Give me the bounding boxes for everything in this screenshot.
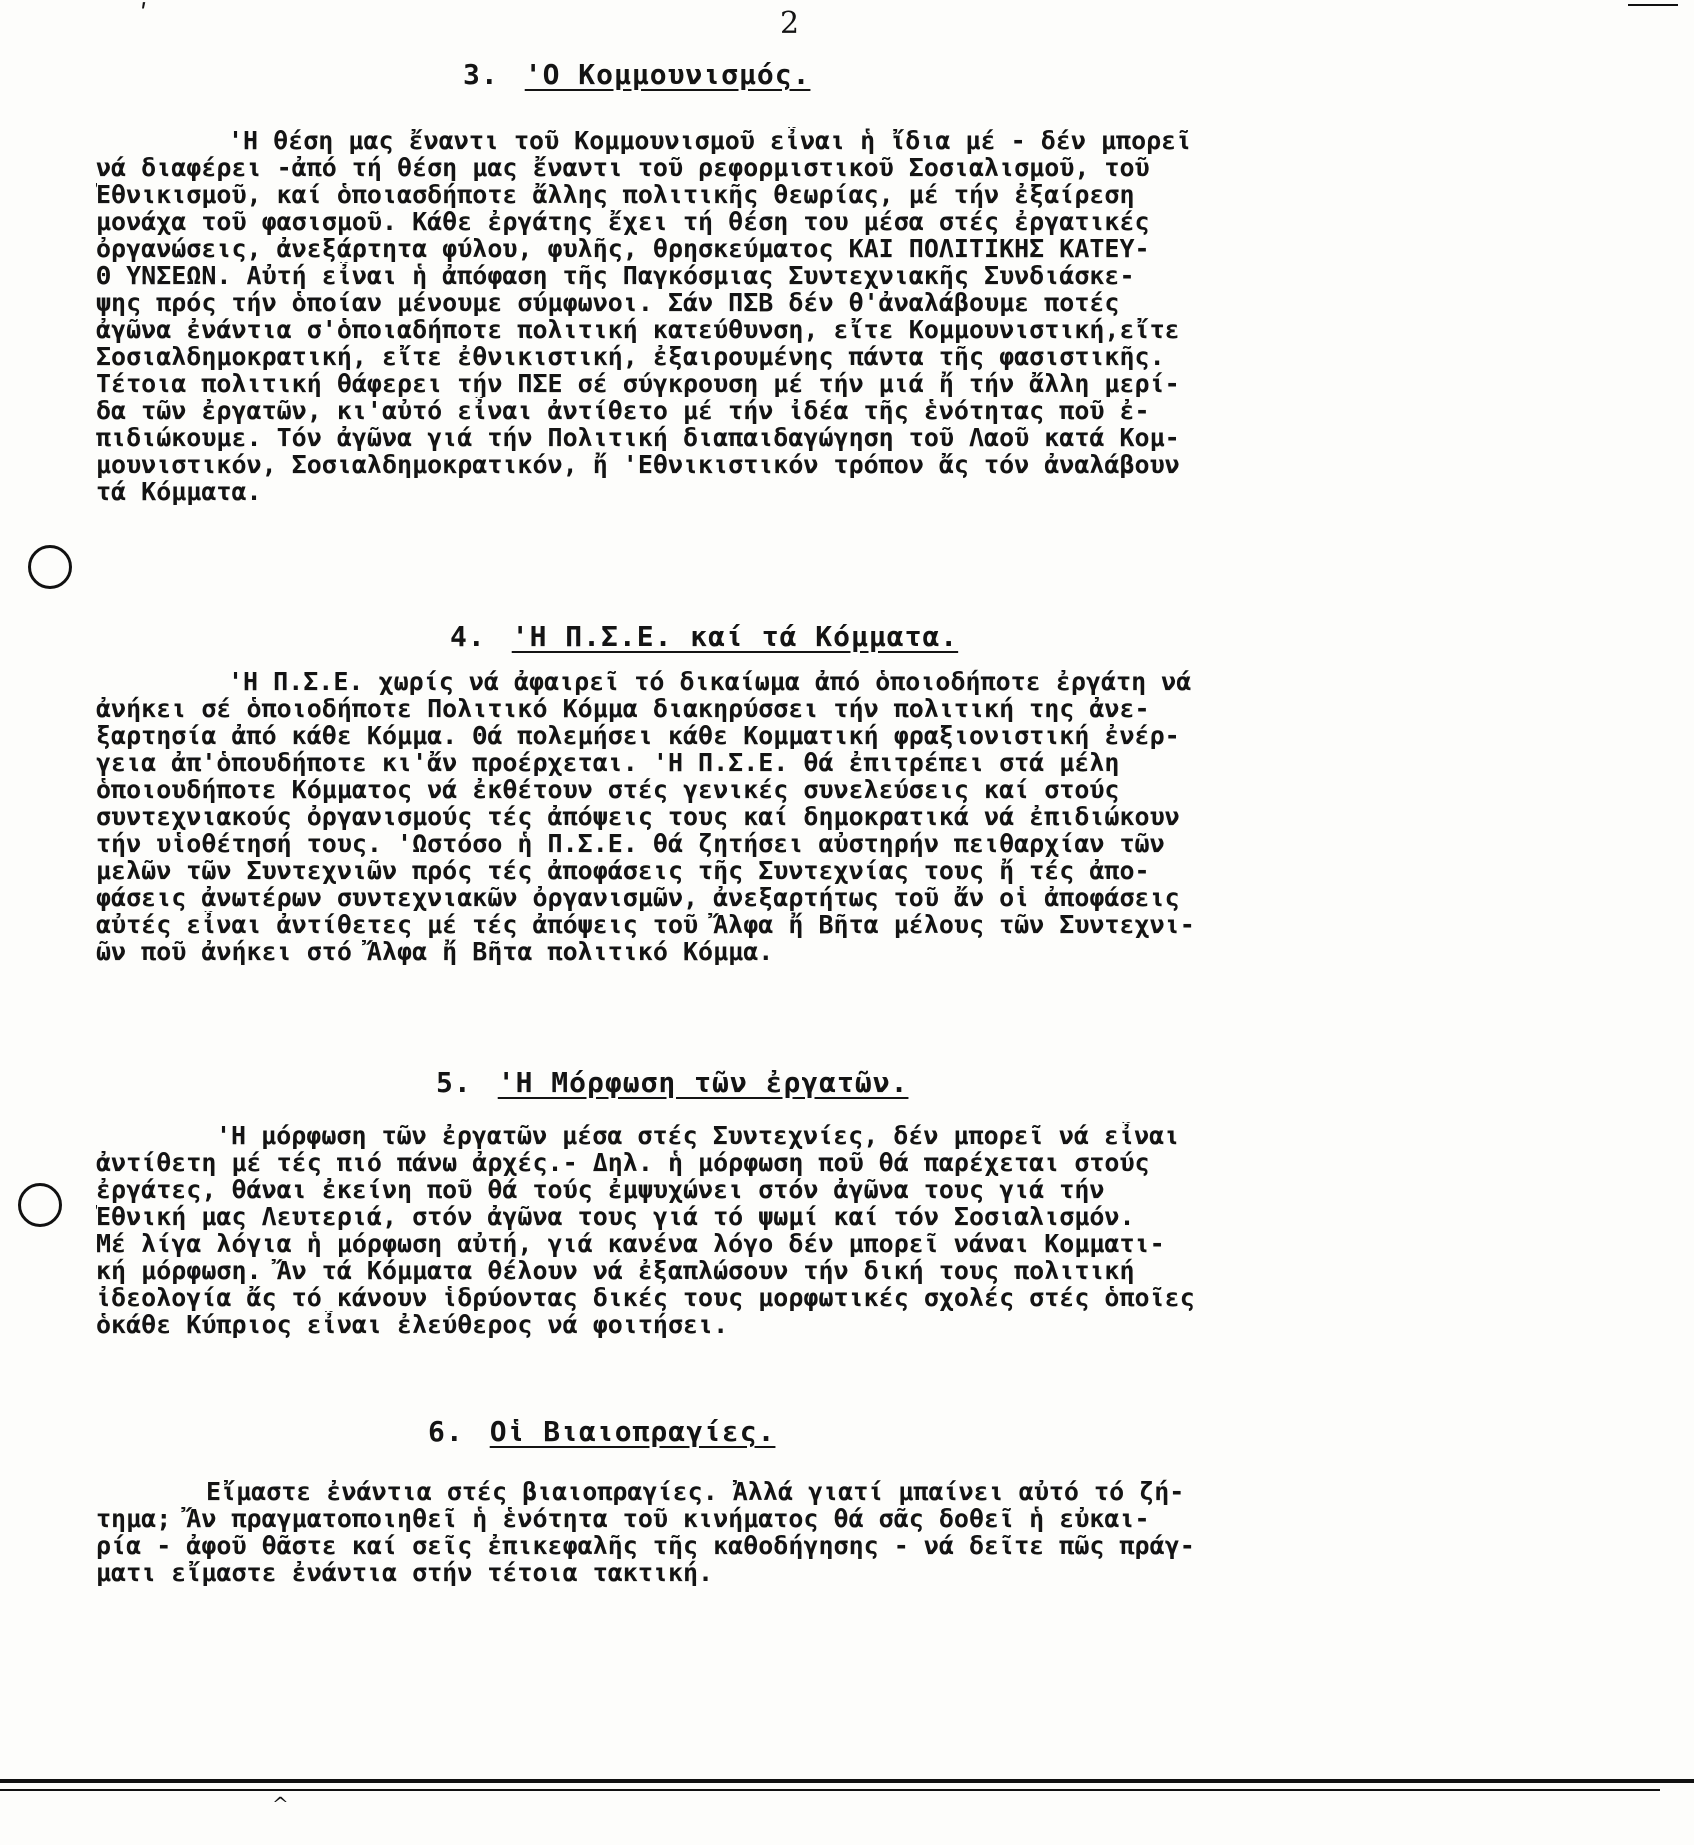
section-title: 'Ο Κομμουνισμός. xyxy=(524,58,811,91)
section-heading xyxy=(463,58,810,91)
bottom-rule xyxy=(0,1779,1694,1783)
text-line: Θ ΥΝΣΕΩΝ. Αὐτή εἶναι ἡ ἀπόφαση τῆς Παγκόσμιας Συντεχνιακῆς Συνδιάσκε- xyxy=(96,262,1135,289)
text-line: ἰδεολογία ἄς τό κάνουν ἱδρύοντας δικές τους μορφωτικές σχολές στές ὁποῖες xyxy=(96,1284,1195,1311)
scan-mark: ʹ xyxy=(140,0,148,30)
text-line: τήν υἱοθέτησή τους. 'Ωστόσο ἡ Π.Σ.Ε. θά ζητήσει αὐστηρήν πειθαρχίαν τῶν xyxy=(96,830,1165,857)
section-title: 'Η Π.Σ.Ε. καί τά Κόμματα. xyxy=(511,620,959,653)
section-body xyxy=(96,127,1586,505)
text-line: Ἐθνικισμοῦ, καί ὁποιασδήποτε ἄλλης πολιτικῆς θεωρίας, μέ τήν ἐξαίρεση xyxy=(96,181,1135,208)
text-line: δα τῶν ἐργατῶν, κι'αὐτό εἶναι ἀντίθετο μέ τήν ἰδέα τῆς ἑνότητας ποῦ ἐ- xyxy=(96,397,1150,424)
text-line: Σοσιαλδημοκρατική, εἴτε ἐθνικιστική, ἐξαιρουμένης πάντα τῆς φασιστικῆς. xyxy=(96,343,1165,370)
text-line: νά διαφέρει -ἀπό τή θέση μας ἔναντι τοῦ ρεφορμιστικοῦ Σοσιαλισμοῦ, τοῦ xyxy=(96,154,1150,181)
text-line: 'Η μόρφωση τῶν ἐργατῶν μέσα στές Συντεχνίες, δέν μπορεῖ νά εἶναι xyxy=(216,1122,1180,1149)
section-heading xyxy=(450,620,958,653)
section-body xyxy=(96,1478,1586,1586)
text-line: ἀνήκει σέ ὁποιοδήποτε Πολιτικό Κόμμα διακηρύσσει τήν πολιτική της ἀνε- xyxy=(96,695,1150,722)
text-line: ὀργανώσεις, ἀνεξάρτητα φύλου, φυλῆς, θρησκεύματος ΚΑΙ ΠΟΛΙΤΙΚΗΣ ΚΑΤΕΥ- xyxy=(96,235,1150,262)
section-title: 'Η Μόρφωση τῶν ἐργατῶν. xyxy=(497,1066,909,1099)
text-line: ὁκάθε Κύπριος εἶναι ἐλεύθερος νά φοιτήσει. xyxy=(96,1311,729,1338)
text-line: συντεχνιακούς ὀργανισμούς τές ἀπόψεις τους καί δημοκρατικά νά ἐπιδιώκουν xyxy=(96,803,1180,830)
text-line: μελῶν τῶν Συντεχνιῶν πρός τές ἀποφάσεις τῆς Συντεχνίας τους ἤ τές ἀπο- xyxy=(96,857,1150,884)
text-line: τά Κόμματα. xyxy=(96,478,262,505)
section-heading xyxy=(436,1066,908,1099)
text-line: πιδιώκουμε. Τόν ἀγῶνα γιά τήν Πολιτική διαπαιδαγώγηση τοῦ Λαοῦ κατά Κομ- xyxy=(96,424,1180,451)
text-line: Εἴμαστε ἐνάντια στές βιαιοπραγίες. Ἀλλά γιατί μπαίνει αὐτό τό ζή- xyxy=(206,1478,1185,1505)
text-line: Ἐθνική μας Λευτεριά, στόν ἀγῶνα τους γιά τό ψωμί καί τόν Σοσιαλισμόν. xyxy=(96,1203,1135,1230)
text-line: μουνιστικόν, Σοσιαλδημοκρατικόν, ἤ 'Εθνικιστικόν τρόπον ἄς τόν ἀναλάβουν xyxy=(96,451,1180,478)
page-number: 2 xyxy=(780,6,800,41)
section-body xyxy=(96,668,1586,965)
section-number: 6. xyxy=(428,1415,464,1448)
section-number: 4. xyxy=(450,620,486,653)
text-line: γεια ἀπ'ὁπουδήποτε κι'ἄν προέρχεται. 'Η Π.Σ.Ε. θά ἐπιτρέπει στά μέλη xyxy=(96,749,1120,776)
text-line: 'Η θέση μας ἔναντι τοῦ Κομμουνισμοῦ εἶναι ἡ ἴδια μέ - δέν μπορεῖ xyxy=(228,127,1192,154)
text-line: 'Η Π.Σ.Ε. χωρίς νά ἀφαιρεῖ τό δικαίωμα ἀπό ὁποιοδήποτε ἐργάτη νά xyxy=(228,668,1192,695)
text-line: Τέτοια πολιτική θάφερει τήν ΠΣΕ σέ σύγκρουση μέ τήν μιά ἤ τήν ἄλλη μερί- xyxy=(96,370,1180,397)
text-line: ῶν ποῦ ἀνήκει στό Ἄλφα ἤ Βῆτα πολιτικό Κόμμα. xyxy=(96,938,774,965)
section-heading xyxy=(428,1415,775,1448)
text-line: ματι εἴμαστε ἐνάντια στήν τέτοια τακτική. xyxy=(96,1559,714,1586)
text-line: ὁποιουδήποτε Κόμματος νά ἐκθέτουν στές γενικές συνελεύσεις καί στούς xyxy=(96,776,1120,803)
section-number: 3. xyxy=(463,58,499,91)
section-number: 5. xyxy=(436,1066,472,1099)
text-line: ψης πρός τήν ὁποίαν μένουμε σύμφωνοι. Σάν ΠΣΒ δέν θ'ἀναλάβουμε ποτές xyxy=(96,289,1120,316)
section-body xyxy=(96,1122,1586,1338)
text-line: ἐργάτες, θάναι ἐκείνη ποῦ θά τούς ἐμψυχώνει στόν ἀγῶνα τους γιά τήν xyxy=(96,1176,1105,1203)
margin-circle-mark xyxy=(28,545,72,589)
scan-mark: ^ xyxy=(272,1792,289,1816)
section-title: Οἱ Βιαιοπραγίες. xyxy=(489,1415,776,1448)
text-line: φάσεις ἀνωτέρων συντεχνιακῶν ὀργανισμῶν, ἀνεξαρτήτως τοῦ ἄν οἱ ἀποφάσεις xyxy=(96,884,1180,911)
text-line: ξαρτησία ἀπό κάθε Κόμμα. Θά πολεμήσει κάθε Κομματική φραξιονιστική ἐνέρ- xyxy=(96,722,1180,749)
text-line: κή μόρφωση. Ἄν τά Κόμματα θέλουν νά ἐξαπλώσουν τήν δική τους πολιτική xyxy=(96,1257,1135,1284)
bottom-rule-thin xyxy=(0,1789,1660,1791)
text-line: τημα; Ἄν πραγματοποιηθεῖ ἡ ἑνότητα τοῦ κινήματος θά σᾶς δοθεῖ ἡ εὐκαι- xyxy=(96,1505,1150,1532)
text-line: μονάχα τοῦ φασισμοῦ. Κάθε ἐργάτης ἔχει τή θέση του μέσα στές ἐργατικές xyxy=(96,208,1150,235)
margin-circle-mark xyxy=(18,1183,62,1227)
scan-corner-rule xyxy=(1628,4,1678,6)
text-line: ρία - ἀφοῦ θᾶστε καί σεῖς ἐπικεφαλῆς τῆς καθοδήγησης - νά δεῖτε πῶς πράγ- xyxy=(96,1532,1195,1559)
text-line: αὐτές εἶναι ἀντίθετες μέ τές ἀπόψεις τοῦ Ἄλφα ἤ Βῆτα μέλους τῶν Συντεχνι- xyxy=(96,911,1195,938)
text-line: ἀγῶνα ἐνάντια σ'ὁποιαδήποτε πολιτική κατεύθυνση, εἴτε Κομμουνιστική,εἴτε xyxy=(96,316,1180,343)
text-line: Μέ λίγα λόγια ἡ μόρφωση αὐτή, γιά κανένα λόγο δέν μπορεῖ νάναι Κομματι- xyxy=(96,1230,1165,1257)
text-line: ἀντίθετη μέ τές πιό πάνω ἀρχές.- Δηλ. ἡ μόρφωση ποῦ θά παρέχεται στούς xyxy=(96,1149,1150,1176)
